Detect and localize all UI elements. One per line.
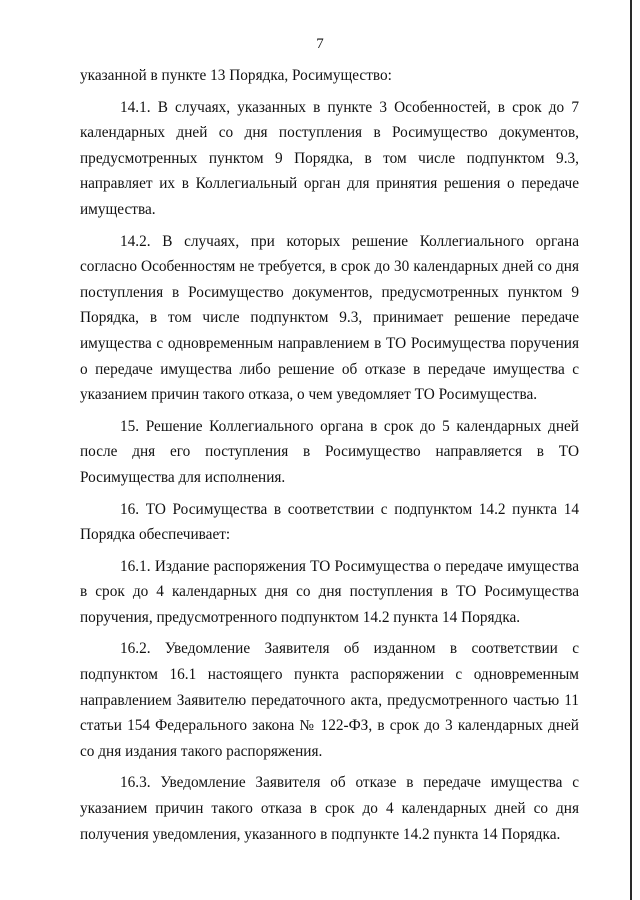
paragraph-14-1: 14.1. В случаях, указанных в пункте 3 Особенностей, в срок до 7 календарных дней со дня поступления в Росимущество документов, предусмотренных пунктом 9 Порядка, в том числе подпунктом 9.3, направляет их в Коллегиальный орган для принятия решения о передаче имущества. xyxy=(80,98,579,218)
document-body xyxy=(80,63,579,853)
page-number: 7 xyxy=(316,36,324,52)
paragraph-15: 15. Решение Коллегиального органа в срок до 5 календарных дней после дня его поступления в Росимущество направляется в ТО Росимущества для исполнения. xyxy=(80,417,579,486)
paragraph-14-2: 14.2. В случаях, при которых решение Коллегиального органа согласно Особенностям не требуется, в срок до 30 календарных дней со дня поступления в Росимущество документов, предусмотренных пунктом 9 Порядка, в том числе подпунктом 9.3, принимает решение передаче имущества с одновременным направлением в ТО Росимущества поручения о передаче имущества либо решение об отказе в передаче имущества с указанием причин такого отказа, о чем уведомляет ТО Росимущества. xyxy=(80,232,579,404)
scan-edge-line xyxy=(630,0,632,900)
paragraph-continuation: указанной в пункте 13 Порядка, Росимущество: xyxy=(80,67,392,84)
paragraph-16-3: 16.3. Уведомление Заявителя об отказе в передаче имущества с указанием причин такого отказа в срок до 4 календарных дней со дня получения уведомления, указанного в подпункте 14.2 пункта 14 Порядка. xyxy=(80,774,579,843)
paragraph-16-1: 16.1. Издание распоряжения ТО Росимущества о передаче имущества в срок до 4 календарных дня со дня поступления в ТО Росимущества поручения, предусмотренного подпунктом 14.2 пункта 14 Порядка. xyxy=(80,557,579,626)
paragraph-16-2: 16.2. Уведомление Заявителя об изданном в соответствии с подпунктом 16.1 настоящего пункта распоряжении с одновременным направлением Заявителю передаточного акта, предусмотренного частью 11 статьи 154 Федерального закона № 122-ФЗ, в срок до 3 календарных дней со дня издания такого распоряжения. xyxy=(80,640,579,760)
paragraph-16: 16. ТО Росимущества в соответствии с подпунктом 14.2 пункта 14 Порядка обеспечивает: xyxy=(80,500,579,544)
